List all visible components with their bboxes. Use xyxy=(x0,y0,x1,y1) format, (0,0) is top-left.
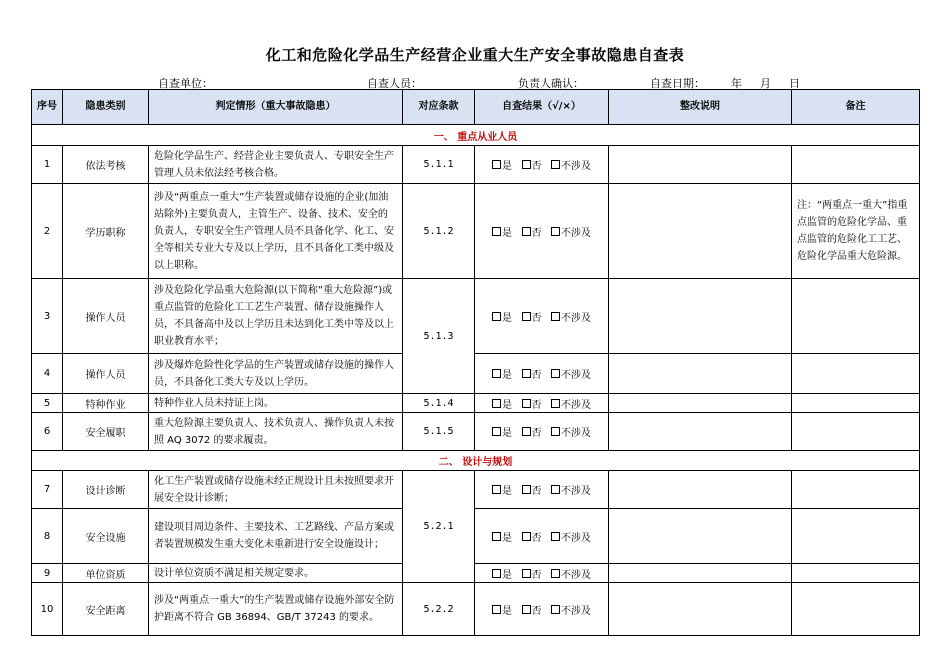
checkbox-icon xyxy=(492,427,501,436)
result-no-checkbox[interactable] xyxy=(522,428,542,439)
row-clause: 5.1.4 xyxy=(403,394,475,413)
row-result xyxy=(475,564,609,583)
checkbox-icon xyxy=(551,399,560,408)
table-row xyxy=(32,471,920,509)
option-label: 是 xyxy=(501,569,512,581)
checkbox-icon xyxy=(551,369,560,378)
checkbox-icon xyxy=(522,369,531,378)
row-rectify[interactable] xyxy=(609,471,792,509)
result-na-checkbox[interactable] xyxy=(551,606,591,617)
result-no-checkbox[interactable] xyxy=(522,370,542,381)
person-label: 自查人员： xyxy=(367,77,422,90)
day-label: 日 xyxy=(789,77,800,90)
row-result xyxy=(475,184,609,279)
row-no: 9 xyxy=(32,564,63,583)
table-row xyxy=(32,413,920,451)
result-yes-checkbox[interactable] xyxy=(492,570,512,581)
row-criteria: 涉及爆炸危险性化学品的生产装置或储存设施的操作人员，不具备化工类大专及以上学历。 xyxy=(149,354,403,394)
table-row xyxy=(32,394,920,413)
table-row xyxy=(32,354,920,394)
option-label: 不涉及 xyxy=(561,161,592,172)
header-rectify: 整改说明 xyxy=(609,90,792,125)
row-category: 设计诊断 xyxy=(63,471,149,509)
checkbox-icon xyxy=(522,605,531,614)
result-yes-checkbox[interactable] xyxy=(492,606,512,617)
checkbox-icon xyxy=(522,312,531,321)
row-no: 4 xyxy=(32,354,63,394)
option-label: 是 xyxy=(501,532,512,544)
row-criteria: 涉及危险化学品重大危险源(以下简称“重大危险源”)或重点监管的危险化工工艺生产装置、储存设施操作人员，不具备高中及以上学历且未达到化工类中等及以上职业教育水平； xyxy=(149,279,403,354)
option-label: 是 xyxy=(501,605,512,617)
option-label: 不涉及 xyxy=(561,370,592,381)
checkbox-icon xyxy=(551,569,560,578)
result-yes-checkbox[interactable] xyxy=(492,428,512,439)
result-yes-checkbox[interactable] xyxy=(492,533,512,544)
row-category: 安全履职 xyxy=(63,413,149,451)
option-label: 否 xyxy=(531,605,542,617)
responsible-label: 负责人确认： xyxy=(518,77,584,90)
checkbox-icon xyxy=(492,227,501,236)
row-remark xyxy=(792,471,920,509)
row-no: 3 xyxy=(32,279,63,354)
result-yes-checkbox[interactable] xyxy=(492,400,512,411)
option-label: 否 xyxy=(531,532,542,544)
header-row xyxy=(32,90,920,125)
row-category: 操作人员 xyxy=(63,354,149,394)
checkbox-icon xyxy=(522,399,531,408)
option-label: 不涉及 xyxy=(561,399,592,411)
row-category: 安全距离 xyxy=(63,583,149,636)
header-no: 序号 xyxy=(32,90,63,125)
header-category: 隐患类别 xyxy=(63,90,149,125)
checkbox-icon xyxy=(551,485,560,494)
option-label: 是 xyxy=(501,370,512,381)
row-criteria: 特种作业人员未持证上岗。 xyxy=(149,394,403,413)
result-no-checkbox[interactable] xyxy=(522,228,542,239)
result-na-checkbox[interactable] xyxy=(551,161,591,172)
result-yes-checkbox[interactable] xyxy=(492,228,512,239)
section-row xyxy=(32,451,920,471)
row-criteria: 涉及“两重点一重大”生产装置或储存设施的企业(加油站除外)主要负责人，主管生产、设备、技术、安全的负责人，专职安全生产管理人员不具备化学、化工、安全等相关专业大专及以上学历，且不具备化工类中级及以上职称。 xyxy=(149,184,403,279)
header-clause: 对应条款 xyxy=(403,90,475,125)
result-na-checkbox[interactable] xyxy=(551,313,591,324)
row-no: 10 xyxy=(32,583,63,636)
year-label: 年 xyxy=(731,77,742,90)
row-remark xyxy=(792,394,920,413)
result-no-checkbox[interactable] xyxy=(522,606,542,617)
row-rectify[interactable] xyxy=(609,564,792,583)
row-category: 特种作业 xyxy=(63,394,149,413)
result-na-checkbox[interactable] xyxy=(551,486,591,497)
row-category: 依法考核 xyxy=(63,146,149,184)
row-result xyxy=(475,509,609,564)
row-category: 学历职称 xyxy=(63,184,149,279)
table-row xyxy=(32,583,920,636)
checkbox-icon xyxy=(492,160,501,169)
result-no-checkbox[interactable] xyxy=(522,533,542,544)
result-na-checkbox[interactable] xyxy=(551,370,591,381)
table-row xyxy=(32,146,920,184)
option-label: 否 xyxy=(531,569,542,581)
result-na-checkbox[interactable] xyxy=(551,228,591,239)
checkbox-icon xyxy=(522,569,531,578)
table-row xyxy=(32,184,920,279)
result-no-checkbox[interactable] xyxy=(522,570,542,581)
row-no: 8 xyxy=(32,509,63,564)
row-criteria: 设计单位资质不满足相关规定要求。 xyxy=(149,564,403,583)
checkbox-icon xyxy=(551,532,560,541)
result-na-checkbox[interactable] xyxy=(551,400,591,411)
checkbox-icon xyxy=(492,399,501,408)
checkbox-icon xyxy=(492,605,501,614)
row-rectify[interactable] xyxy=(609,509,792,564)
checkbox-icon xyxy=(551,312,560,321)
section-title: 一、 重点从业人员 xyxy=(32,125,920,146)
option-label: 否 xyxy=(531,161,542,172)
row-criteria: 化工生产装置或储存设施未经正规设计且未按照要求开展安全设计诊断； xyxy=(149,471,403,509)
row-result xyxy=(475,413,609,451)
option-label: 不涉及 xyxy=(561,486,592,497)
option-label: 是 xyxy=(501,312,512,324)
table-row xyxy=(32,509,920,564)
option-label: 是 xyxy=(501,428,512,439)
row-rectify[interactable] xyxy=(609,184,792,279)
checkbox-icon xyxy=(492,532,501,541)
result-yes-checkbox[interactable] xyxy=(492,486,512,497)
option-label: 否 xyxy=(531,227,542,239)
row-criteria: 涉及“两重点一重大”的生产装置或储存设施外部安全防护距离不符合 GB 36894、GB/T 37243 的要求。 xyxy=(149,583,403,636)
checkbox-icon xyxy=(551,427,560,436)
row-rectify[interactable] xyxy=(609,394,792,413)
row-rectify[interactable] xyxy=(609,413,792,451)
result-no-checkbox[interactable] xyxy=(522,486,542,497)
row-result xyxy=(475,583,609,636)
row-result xyxy=(475,354,609,394)
row-remark: 注：“两重点一重大”指重点监管的危险化学品、重点监管的危险化工工艺、危险化学品重大危险源。 xyxy=(792,184,920,279)
row-criteria: 建设项目周边条件、主要技术、工艺路线、产品方案或者装置规模发生重大变化未重新进行安全设施设计； xyxy=(149,509,403,564)
row-rectify[interactable] xyxy=(609,583,792,636)
month-label: 月 xyxy=(760,77,771,90)
checkbox-icon xyxy=(522,427,531,436)
option-label: 是 xyxy=(501,227,512,239)
option-label: 否 xyxy=(531,428,542,439)
header-criteria: 判定情形（重大事故隐患） xyxy=(149,90,403,125)
row-clause: 5.2.2 xyxy=(403,583,475,636)
row-clause: 5.1.3 xyxy=(403,279,475,394)
row-clause: 5.2.1 xyxy=(403,471,475,583)
row-remark xyxy=(792,279,920,354)
result-yes-checkbox[interactable] xyxy=(492,370,512,381)
section-row xyxy=(32,125,920,146)
row-remark xyxy=(792,413,920,451)
result-na-checkbox[interactable] xyxy=(551,570,591,581)
table-row xyxy=(32,564,920,583)
row-result xyxy=(475,279,609,354)
result-no-checkbox[interactable] xyxy=(522,161,542,172)
row-rectify[interactable] xyxy=(609,354,792,394)
checkbox-icon xyxy=(522,532,531,541)
row-clause: 5.1.2 xyxy=(403,184,475,279)
row-result xyxy=(475,394,609,413)
row-result xyxy=(475,146,609,184)
row-category: 单位资质 xyxy=(63,564,149,583)
row-no: 7 xyxy=(32,471,63,509)
row-remark xyxy=(792,564,920,583)
row-criteria: 重大危险源主要负责人、技术负责人、操作负责人未按照 AQ 3072 的要求履责。 xyxy=(149,413,403,451)
unit-label: 自查单位： xyxy=(158,77,213,90)
inspection-table xyxy=(31,89,920,636)
result-na-checkbox[interactable] xyxy=(551,533,591,544)
result-yes-checkbox[interactable] xyxy=(492,161,512,172)
option-label: 不涉及 xyxy=(561,569,592,581)
row-no: 1 xyxy=(32,146,63,184)
row-rectify[interactable] xyxy=(609,146,792,184)
result-yes-checkbox[interactable] xyxy=(492,313,512,324)
row-clause: 5.1.5 xyxy=(403,413,475,451)
row-category: 操作人员 xyxy=(63,279,149,354)
row-remark xyxy=(792,146,920,184)
checkbox-icon xyxy=(492,312,501,321)
option-label: 不涉及 xyxy=(561,227,592,239)
checkbox-icon xyxy=(492,485,501,494)
checkbox-icon xyxy=(522,485,531,494)
option-label: 否 xyxy=(531,312,542,324)
row-clause: 5.1.1 xyxy=(403,146,475,184)
option-label: 否 xyxy=(531,399,542,411)
row-remark xyxy=(792,509,920,564)
row-no: 6 xyxy=(32,413,63,451)
row-remark xyxy=(792,583,920,636)
result-no-checkbox[interactable] xyxy=(522,400,542,411)
option-label: 不涉及 xyxy=(561,605,592,617)
result-na-checkbox[interactable] xyxy=(551,428,591,439)
checkbox-icon xyxy=(551,227,560,236)
row-no: 5 xyxy=(32,394,63,413)
date-label: 自查日期： xyxy=(650,77,705,90)
row-category: 安全设施 xyxy=(63,509,149,564)
checkbox-icon xyxy=(551,160,560,169)
row-result xyxy=(475,471,609,509)
checkbox-icon xyxy=(551,605,560,614)
row-remark xyxy=(792,354,920,394)
option-label: 不涉及 xyxy=(561,312,592,324)
checkbox-icon xyxy=(522,160,531,169)
row-criteria: 危险化学品生产、经营企业主要负责人、专职安全生产管理人员未依法经考核合格。 xyxy=(149,146,403,184)
option-label: 是 xyxy=(501,161,512,172)
result-no-checkbox[interactable] xyxy=(522,313,542,324)
row-rectify[interactable] xyxy=(609,279,792,354)
checkbox-icon xyxy=(522,227,531,236)
checkbox-icon xyxy=(492,369,501,378)
option-label: 不涉及 xyxy=(561,428,592,439)
row-no: 2 xyxy=(32,184,63,279)
option-label: 是 xyxy=(501,486,512,497)
option-label: 否 xyxy=(531,486,542,497)
option-label: 否 xyxy=(531,370,542,381)
section-title: 二、 设计与规划 xyxy=(32,451,920,471)
header-remark: 备注 xyxy=(792,90,920,125)
option-label: 不涉及 xyxy=(561,532,592,544)
header-result: 自查结果（√/×） xyxy=(475,90,609,125)
checkbox-icon xyxy=(492,569,501,578)
page-title: 化工和危险化学品生产经营企业重大生产安全事故隐患自查表 xyxy=(265,46,685,64)
table-row xyxy=(32,279,920,354)
option-label: 是 xyxy=(501,399,512,411)
